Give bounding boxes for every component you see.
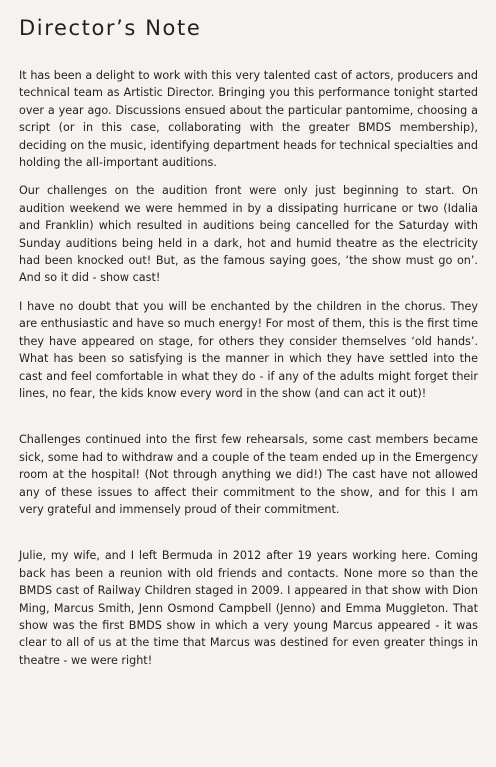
paragraph-reunion: Julie, my wife, and I left Bermuda in 2012 after 19 years working here. Coming back has been a reunion with old friends and contacts. None more so than the BMDS cast of Railway Children staged in 2009. I appeared in that show with Dion Ming, Marcus Smith, Jenn Osmond Campbell (Jenno) and Emma Muggleton. That show was the first BMDS show in which a very young Marcus appeared - it was clear to all of us at the time that Marcus was destined for even greater things in theatre - we were right! [19, 549, 478, 667]
paragraph-intro: It has been a delight to work with this very talented cast of actors, producers and technical team as Artistic Director. Bringing you this performance tonight started over a year ago. Discussions ensued about the particular pantomime, choosing a script (or in this case, collaborating with the greater BMDS membership), deciding on the music, identifying department heads for technical specialties and holding the all-important auditions. [19, 69, 478, 170]
page-title: Director’s Note [19, 16, 202, 40]
paragraph-rehearsals: Challenges continued into the first few rehearsals, some cast members became sick, some had to withdraw and a couple of the team ended up in the Emergency room at the hospital! (Not through anything we did!) The cast have not allowed any of these issues to affect their commitment to the show, and for this I am very grateful and immensely proud of their commitment. [19, 433, 478, 516]
paragraph-auditions: Our challenges on the audition front were only just beginning to start. On audition weekend we were hemmed in by a dissipating hurricane or two (Idalia and Franklin) which resulted in auditions being cancelled for the Saturday with Sunday auditions being held in a dark, hot and humid theatre as the electricity had been knocked out! But, as the famous saying goes, ‘the show must go on’. And so it did - show cast! [19, 184, 478, 285]
paragraph-children: I have no doubt that you will be enchanted by the children in the chorus. They are enthusiastic and have so much energy! For most of them, this is the first time they have appeared on stage, for others they consider themselves ‘old hands’. What has been so satisfying is the manner in which they have settled into the cast and feel comfortable in what they do - if any of the adults might forget their lines, no fear, the kids know every word in the show (and can act it out)! [19, 299, 478, 400]
